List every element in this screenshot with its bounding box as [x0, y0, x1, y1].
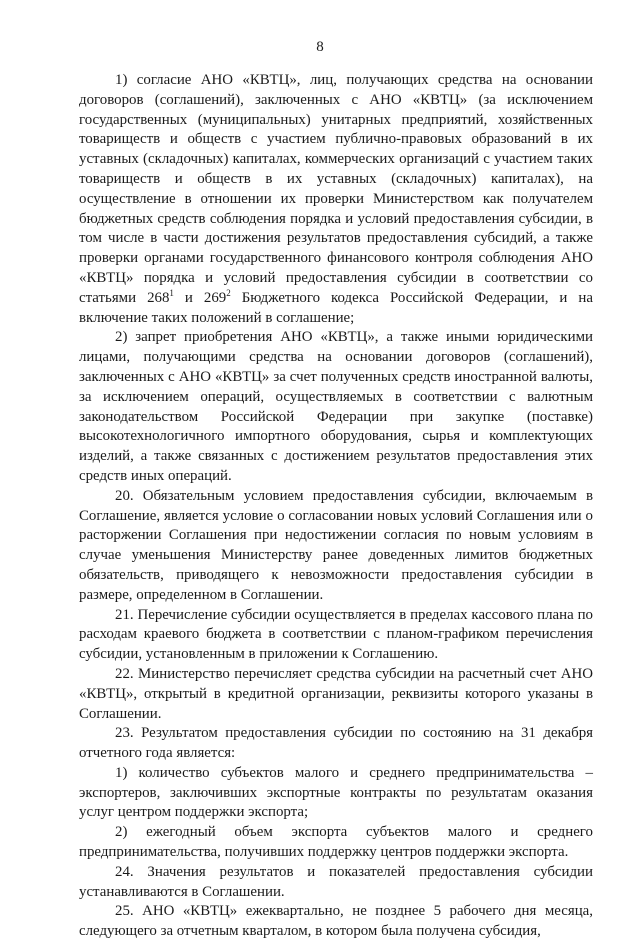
document-body: [79, 71, 593, 942]
page-number: 8: [316, 39, 324, 55]
paragraph-23: 23. Результатом предоставления субсидии по состоянию на 31 декабря отчетного года является:: [79, 725, 593, 762]
paragraph-text: 1) согласие АНО «КВТЦ», лиц, получающих средства на основании договоров (соглашений), заключенных с АНО «КВТЦ» (за исключением государственных (муниципальных) унитарных предприятий, хозяйственных товариществ и обществ с участием публично-правовых образований в их уставных (складочных) капиталах, коммерческих организаций с участием таких товариществ и обществ в их уставных (складочных) капиталах), на осуществление в отношении их проверки Министерством как получателем бюджетных средств соблюдения порядка и условий предоставления субсидии, в том числе в части достижения результатов предоставления субсидий, а также проверки органами государственного финансового контроля соблюдения АНО «КВТЦ» порядка и условий предоставления субсидии в соответствии со статьями 268: [79, 72, 593, 306]
superscript: 1: [169, 287, 174, 298]
paragraph-21: 21. Перечисление субсидии осуществляется в пределах кассового плана по расходам краевого бюджета в соответствии с планом-графиком перечисления субсидии, установленным в приложении к Соглашению.: [79, 606, 593, 663]
paragraph-23-item-1: 1) количество субъектов малого и среднего предпринимательства – экспортеров, заключивших экспортные контракты по результатам оказания услуг центром поддержки экспорта;: [79, 764, 593, 821]
paragraph-25: 25. АНО «КВТЦ» ежеквартально, не позднее 5 рабочего дня месяца, следующего за отчетным кварталом, в котором была получена субсидия,: [79, 903, 593, 940]
paragraph-text: и 269: [173, 289, 227, 306]
paragraph-22: 22. Министерство перечисляет средства субсидии на расчетный счет АНО «КВТЦ», открытый в кредитной организации, реквизиты которого указаны в Соглашении.: [79, 665, 593, 722]
superscript: 2: [226, 287, 231, 298]
paragraph-24: 24. Значения результатов и показателей предоставления субсидии устанавливаются в Соглашении.: [79, 863, 593, 900]
paragraph-ban: 2) запрет приобретения АНО «КВТЦ», а также иными юридическими лицами, получающими средства на основании договоров (соглашений), заключенных с АНО «КВТЦ» за счет полученных средств иностранной валюты, за исключением операций, осуществляемых в соответствии с валютным законодательством Российской Федерации при закупке (поставке) высокотехнологичного импортного оборудования, сырья и комплектующих изделий, а также связанных с достижением результатов предоставления этих средств иных операций.: [79, 329, 593, 484]
paragraph-text: Бюджетного кодекса Российской Федерации, и на включение таких положений в соглашение;: [79, 289, 593, 326]
paragraph-20: 20. Обязательным условием предоставления субсидии, включаемым в Соглашение, является условие о согласовании новых условий Соглашения или о расторжении Соглашения при недостижении согласия по новым условиям в случае уменьшения Министерству ранее доведенных лимитов бюджетных обязательств, приводящего к невозможности предоставления субсидии в размере, определенном в Соглашении.: [79, 487, 593, 603]
paragraph-consent: [79, 71, 593, 328]
paragraph-23-item-2: 2) ежегодный объем экспорта субъектов малого и среднего предпринимательства, получивших поддержку центров поддержки экспорта.: [79, 824, 593, 861]
